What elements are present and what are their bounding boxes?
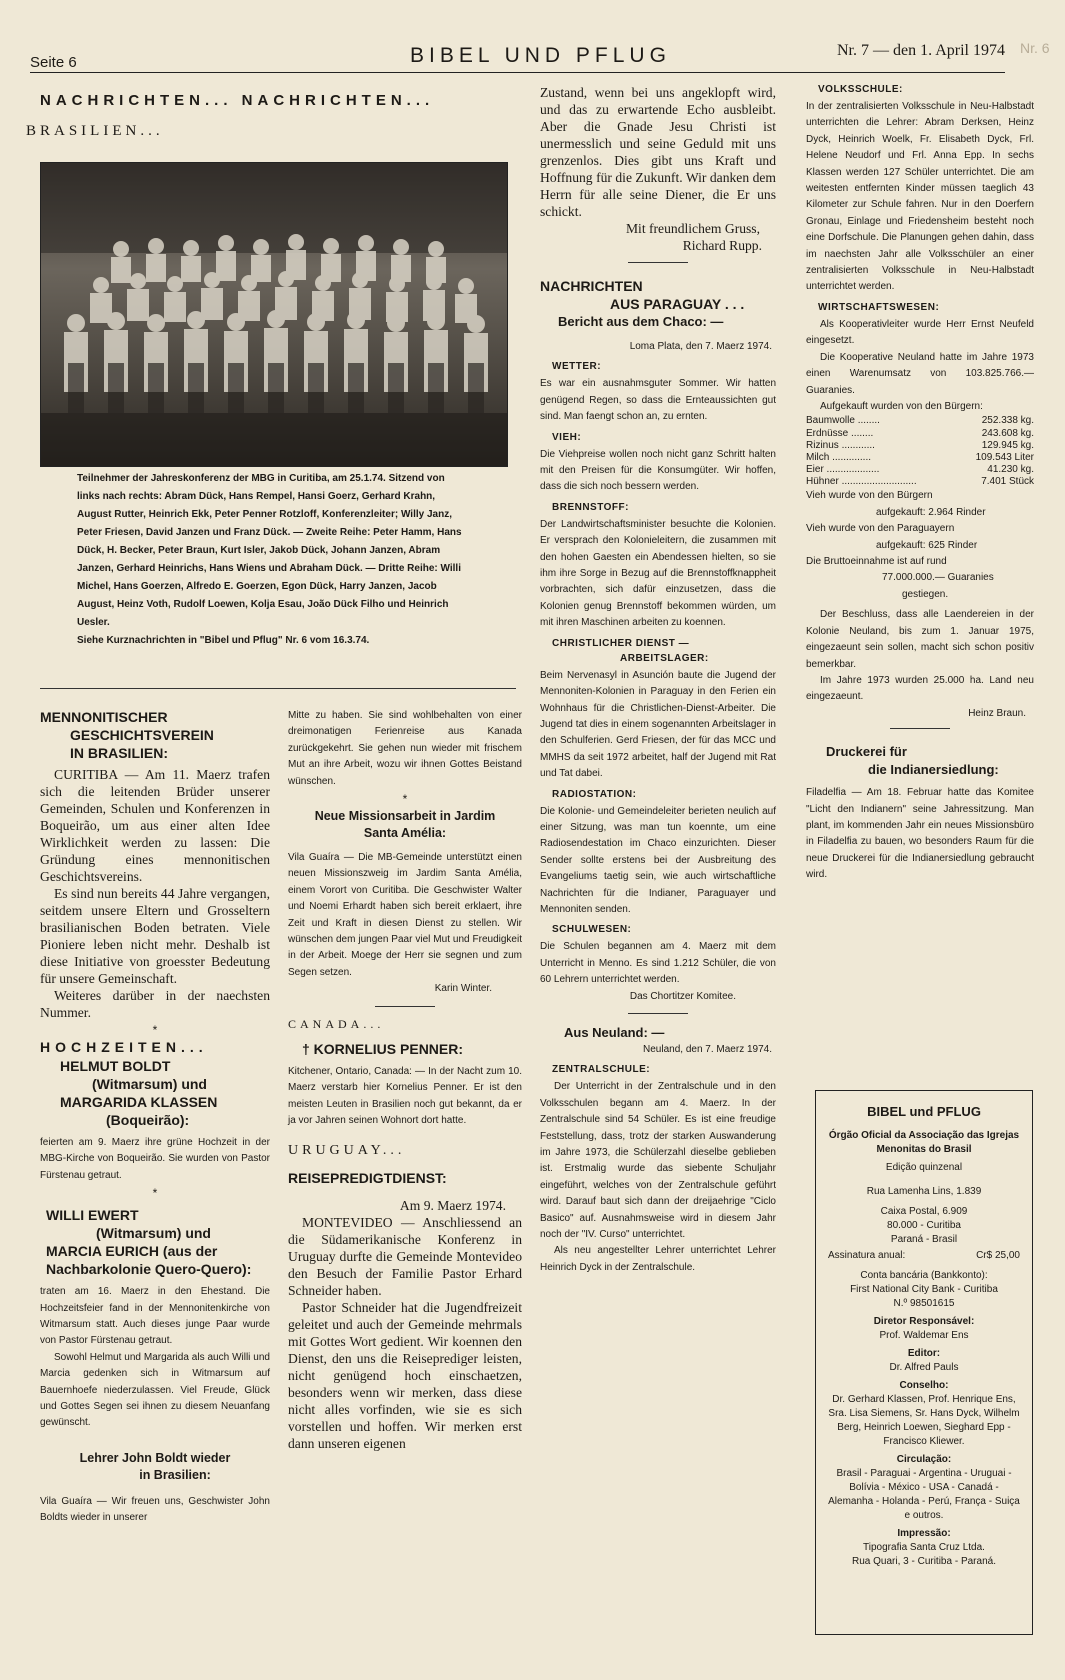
printer-address: Rua Quari, 3 - Curitiba - Paraná. <box>852 1556 996 1567</box>
director-label: Diretor Responsável: <box>873 1316 975 1327</box>
reisepredigt-article <box>288 1197 522 1452</box>
director-name: Prof. Waldemar Ens <box>879 1330 969 1341</box>
purchase-item: Milch .............. <box>806 451 872 463</box>
text-volksschule: In der zentralisierten Volksschule in Neu-Halbstadt unterrichten die Lehrer: Abram Derksen, Heinz Dyck, Heinrich Woelk, Fr. Elisabeth Dyck, Frl. Helene Neudorf und Frl. Anna Epp. In sechs Klassen werden 127 Schüler unterrichtet. Die am weitesten entfernten Kinder müssen taeglich 43 Kilometer zur Schule fahren. Nur in den Doerfern Gronau, Einlage und Friedensheim besteht noch eine Dorfschule. Die Planungen gehen dahin, dass im naechsten Jahr alle Volksschüler an einer zentralisierten Volksschule in Neu-Halbstadt unterrichtet werden. <box>806 101 1034 293</box>
imprint-address: Caixa Postal, 6.909 <box>880 1206 968 1217</box>
mission-title-line: Neue Missionsarbeit in Jardim <box>314 809 496 824</box>
john-boldt-title-line: Lehrer John Boldt wieder <box>79 1450 231 1465</box>
wedding-2-title-line: WILLI EWERT <box>46 1207 139 1224</box>
purchase-row <box>806 415 1034 427</box>
purchase-item: Hühner ........................... <box>806 476 917 488</box>
printer-name: Tipografia Santa Cruz Ltda. <box>863 1542 985 1553</box>
paraguay-title-line: NACHRICHTEN <box>540 278 643 294</box>
short-divider <box>890 728 950 729</box>
purchase-amount: 109.543 Liter <box>975 451 1034 463</box>
text-arbeitslager: Beim Nervenasyl in Asunción baute die Jugend der Mennoniten-Kolonien in Paraguay in den Ferien ein Wohnhaus für die Christlichen-Dienst-Arbeiter. Die Jugend tat dies in einem sogenannten Arbeitslager in den Schulferien. Gerd Friesen, der für das MCC und MMHS da seit 1972 arbeitet, half der Jugend mit Rat und Tat dabei. <box>540 669 776 780</box>
gv-paragraph: Es sind nun bereits 44 Jahre vergangen, seitdem unsere Eltern und Grosseltern brasilianischen Boden betraten. Viele Pioniere leben nicht mehr. Deshalb ist diese Initiative von groesster Bedeutung für unsere Gemeinschaft. <box>40 886 270 986</box>
text-wetter: Es war ein ausnahmsguter Sommer. Wir hatten genügend Regen, so dass die Ernteaussichten gut sind. Man faengt schon an, zu ernten. <box>540 378 776 423</box>
john-boldt-text: Vila Guaíra — Wir freuen uns, Geschwister John Boldts wieder in unserer <box>40 1495 270 1524</box>
paraguay-title <box>540 277 776 331</box>
hochzeiten-kicker: HOCHZEITEN... <box>40 1039 208 1055</box>
vieh-line: gestiegen. <box>902 588 949 600</box>
vieh-purchase-text <box>806 488 1034 603</box>
john-boldt-continued: Mitte zu haben. Sie sind wohlbehalten von einer dreimonatigen Ferienreise aus Kanada zurückgekehrt. Sie gehen nun wieder mit frischem Mut an ihre Arbeit, wozu wir ihnen Gottes Beistand wünschen. <box>288 710 522 787</box>
penner-obituary-title: † KORNELIUS PENNER: <box>302 1040 464 1057</box>
zaun-paragraph: Im Jahre 1973 wurden 25.000 ha. Land neu eingezaeunt. <box>806 674 1034 703</box>
wedding-2-text <box>40 1284 270 1432</box>
purchase-amount: 243.608 kg. <box>981 427 1034 439</box>
paraguay-title-line: Bericht aus dem Chaco: — <box>558 314 724 329</box>
zaun-paragraph: Der Beschluss, dass alle Laendereien in der Kolonie Neuland, bis zum 1. Januar 1975, eingezaeunt sein sollen, macht sich schon positiv bemerkbar. <box>806 609 1034 670</box>
subhead-vieh: VIEH: <box>552 431 582 443</box>
issue-date: Nr. 7 — den 1. April 1974 <box>837 42 1005 59</box>
purchase-row <box>806 464 1034 476</box>
subhead-schulwesen: SCHULWESEN: <box>552 924 632 936</box>
country-heading-brasilien: BRASILIEN... <box>26 123 164 139</box>
text-radiostation: Die Kolonie- und Gemeindeleiter berieten neulich auf einer Sitzung, was man tun koennte, um eine Radiosendestation im Chaco einzurichten. Dieser Sender sollte erstens bei der Ausbreitung des Evangeliums taetig sein, wie auch wirtschaftliche Nachrichten für die Indianer, Paraguayer und Mennoniten senden. <box>540 805 776 915</box>
purchase-row <box>806 428 1034 440</box>
column-4 <box>806 84 1034 884</box>
group-photo-image <box>41 163 507 466</box>
vieh-line: Vieh wurde von den Paraguayern <box>806 523 955 535</box>
wedding-1-title-line: HELMUT BOLDT <box>60 1058 171 1074</box>
chortitzer-signature: Das Chortitzer Komitee. <box>629 990 736 1002</box>
wedding-2-title-line: Nachbarkolonie Quero-Quero): <box>46 1261 252 1278</box>
paraguay-title-line: AUS PARAGUAY . . . <box>610 296 745 312</box>
gv-title-line: GESCHICHTSVEREIN <box>70 727 214 743</box>
purchase-item: Erdnüsse ........ <box>806 427 874 439</box>
mission-signature: Karin Winter. <box>434 983 492 995</box>
imprint-address: Rua Lamenha Lins, 1.839 <box>866 1186 982 1197</box>
editor-name: Dr. Alfred Pauls <box>889 1362 959 1373</box>
column-1 <box>40 708 270 1527</box>
zentralschule-paragraph: Der Unterricht in der Zentralschule und in den Volksschulen begann am 4. Maerz. In der Zentralschule sind 54 Schüler. Es ist eine freudige Feststellung, dass, trotz der starken Auswanderung im Jahre 1973, die Schülerzahl dieselbe geblieben ist. Erstmalig wurde das siebente Schuljahr eingeführt, welches von der Zentralschule geführt wird. Darauf baut sich dann der dreijaehrige "Ciclo Basico" auf. Ausnahmsweise wird in diesem Jahr noch der "IV. Curso" unterrichtet. <box>540 1081 776 1241</box>
zaun-text <box>806 607 1034 705</box>
reisepredigt-title: REISEPREDIGTDIENST: <box>288 1170 447 1187</box>
druckerei-title <box>806 743 1034 779</box>
reisepredigt-date: Am 9. Maerz 1974. <box>399 1198 506 1214</box>
vieh-line: Vieh wurde von den Bürgern <box>806 490 933 502</box>
caption-text: Teilnehmer der Jahreskonferenz der MBG in Curitiba, am 25.1.74. Sitzend von links nach rechts: Abram Dück, Hans Rempel, Hansi Goerz, Gerhard Krahn, August Rutter, Heinrich Ekk, Peter Penner Rotzloff, Konferenzleiter; Willy Janz, Peter Friesen, David Janzen und Franz Dück. — Zweite Reihe: Peter Hamm, Hans Dück, H. Becker, Peter Braun, Kurt Isler, Jakob Dück, Johann Janzen, Abram Janzen, Gerhard Heinrichs, Hans Wiens und Abraham Dück. — Dritte Reihe: Willi Michel, Hans Goerzen, Alfredo E. Goerzen, Egon Dück, Harry Janzen, Jacob August, Heinz Voth, Rudolf Loewen, Kolja Esau, João Dück Filho und Heinrich Uesler. <box>77 473 462 628</box>
separator-star: * <box>152 1023 158 1037</box>
short-divider <box>375 1006 435 1007</box>
purchase-amount: 41.230 kg. <box>987 464 1034 476</box>
wedding-1-title-line: MARGARIDA KLASSEN <box>60 1094 218 1110</box>
subscription-price: Cr$ 25,00 <box>976 1250 1020 1261</box>
john-boldt-title-line: in Brasilien: <box>139 1467 211 1482</box>
wedding-2-paragraph: traten am 16. Maerz in den Ehestand. Die Hochzeitsfeier fand in der Mennonitenkirche von Witmarsum statt. Auch dieses junge Paar wurde von Pastor Fürstenau getraut. <box>40 1286 270 1347</box>
subhead-brennstoff: BRENNSTOFF: <box>552 501 629 513</box>
rupp-signature: Richard Rupp. <box>682 238 762 253</box>
short-divider <box>628 262 688 263</box>
imprint-org: Órgão Oficial da Associação das Igrejas Menonitas do Brasil <box>828 1130 1020 1155</box>
text-schulwesen: Die Schulen begannen am 4. Maerz mit dem Unterricht in Menno. Es sind 1.212 Schüler, die von 60 Lehrern unterrichtet werden. <box>540 941 776 986</box>
gv-paragraph: Weiteres darüber in der naechsten Nummer. <box>40 988 270 1020</box>
section-kicker: NACHRICHTEN... NACHRICHTEN... <box>40 92 435 109</box>
wedding-2-title-line: MARCIA EURICH (aus der <box>46 1243 218 1260</box>
imprint-subscription <box>816 1249 1032 1263</box>
imprint-box <box>815 1090 1033 1635</box>
neuland-title: Aus Neuland: — <box>564 1025 665 1040</box>
column-3 <box>540 84 776 1276</box>
purchase-item: Rizinus ............ <box>806 439 875 451</box>
vieh-line: aufgekauft: 2.964 Rinder <box>876 506 986 518</box>
text-brennstoff: Der Landwirtschaftsminister besuchte die Kolonien. Er versprach den Kolonieleitern, die zusammen mit den hohen Gaesten ein Abendessen hielten, so sie ihm ihre Sorge in Bezug auf die Brennstoffknappheit vorbrachten, sich dafür einzusetzen, dass die Kolonien genug Brennstoff bekommen würden, um mit ihren Maschinen arbeiten zu koennen. <box>540 518 776 629</box>
wirtschaft-paragraph: Als Kooperativleiter wurde Herr Ernst Neufeld eingesetzt. <box>806 318 1034 347</box>
circulation-countries: Brasil - Paraguai - Argentina - Uruguai - Bolívia - México - USA - Canadá - Alemanha - Holanda - Perú, França - Suiça e outros. <box>828 1468 1020 1521</box>
country-heading-canada: CANADA... <box>288 1016 385 1031</box>
subscription-label: Assinatura anual: <box>828 1250 906 1261</box>
purchase-amount: 129.945 kg. <box>981 439 1034 451</box>
gv-title-line: IN BRASILIEN: <box>70 745 168 761</box>
rupp-letter-end: Zustand, wenn bei uns angeklopft wird, und das zu erwartende Echo ausbleibt. Aber die Gnade Jesu Christi ist unermesslich und seine Geduld mit uns grenzenlos. Dies gibt uns Kraft und Hoffnung für die Zukunft. Wir danken dem Herrn für alle seine Diener, die Er uns schickt. <box>540 85 776 219</box>
text-zentralschule <box>540 1079 776 1276</box>
druckerei-title-line: Druckerei für <box>826 744 907 760</box>
mission-text: Vila Guaíra — Die MB-Gemeinde unterstützt einen neuen Missionszweig im Jardim Santa Amélia, einem Vorort von Curitiba. Die Geschwister Walter und Noemi Erhardt haben sich bereit erklaert, ihre Zeit und Kraft in diesen Dienst zu stellen. Wir wünschen dem jungen Paar viel Mut und Freudigkeit in der Arbeit. Moege der Herr sie segnen und zum Segen setzen. <box>288 852 522 978</box>
wedding-1-text: feierten am 9. Maerz ihre grüne Hochzeit in der MBG-Kirche von Boqueirão. Sie wurden von Pastor Fürstenau getraut. <box>40 1137 270 1181</box>
subhead-christlicher-dienst: CHRISTLICHER DIENST — <box>552 637 690 649</box>
imprint-bank: First National City Bank - Curitiba <box>850 1284 998 1295</box>
rupp-greeting: Mit freundlichem Gruss, <box>625 221 760 236</box>
wedding-2-title <box>40 1206 270 1278</box>
purchase-amount: 7.401 Stück <box>981 476 1034 488</box>
text-vieh: Die Viehpreise wollen noch nicht ganz Schritt halten mit den Preisen für die Konsumgüter. Wir hoffen, dass die sich noch bessern werden. <box>540 448 776 493</box>
subhead-radiostation: RADIOSTATION: <box>552 788 637 800</box>
printer-label: Impressão: <box>897 1528 951 1539</box>
john-boldt-title <box>40 1450 270 1484</box>
mission-title <box>288 808 522 842</box>
column-2 <box>288 708 522 1452</box>
braun-signature: Heinz Braun. <box>968 707 1026 719</box>
subhead-arbeitslager: ARBEITSLAGER: <box>620 652 709 664</box>
purchase-amount: 252.338 kg. <box>981 415 1034 427</box>
wedding-2-title-line: (Witmarsum) und <box>96 1225 211 1242</box>
loma-plata-date: Loma Plata, den 7. Maerz 1974. <box>629 341 772 352</box>
page-header <box>30 40 1005 73</box>
wedding-1-title-line: (Boqueirão): <box>106 1112 190 1128</box>
wedding-1-title <box>40 1057 270 1129</box>
imprint-address: 80.000 - Curitiba <box>887 1220 961 1231</box>
gv-title-line: MENNONITISCHER <box>40 709 168 725</box>
neuland-date: Neuland, den 7. Maerz 1974. <box>643 1044 772 1055</box>
druckerei-title-line: die Indianersiedlung: <box>868 762 999 778</box>
text-wirtschaftswesen <box>806 317 1034 415</box>
gv-title <box>40 708 270 762</box>
reisepredigt-paragraph: MONTEVIDEO — Anschliessend an die Südamerikanische Konferenz in Uruguay durfte die Gemeinde Montevideo den Besuch der Familie Pastor Erhard Schneider haben. <box>288 1215 522 1299</box>
purchase-row <box>806 452 1034 464</box>
group-photo <box>40 162 508 467</box>
bleed-through-text: Nr. 6 <box>1020 40 1050 56</box>
reisepredigt-paragraph: Pastor Schneider hat die Jugendfreizeit geleitet und auch der Gemeinde mehrmals mit Gottes Wort gedient. Wir koennen den Dienst, den uns die Reiseprediger leisten, nicht genügend hoch einschaetzen, besonders wenn wir merken, dass diese nicht alles vorfinden, wie sie es sich vorstellen und hoffen. Wir merken erst dann unseren eigenen <box>288 1300 522 1452</box>
druckerei-text: Filadelfia — Am 18. Februar hatte das Komitee "Licht den Indianern" seine Jahressitzung. Man plant, im kommenden Jahr ein neues Missionsbüro in Filadelfia zu bauen, wo besonders Raum für die neue Druckerei für die Indianersiedlung gebraucht wird. <box>806 787 1034 881</box>
purchase-item: Baumwolle ........ <box>806 415 880 427</box>
caption-reference: Siehe Kurznachrichten in "Bibel und Pflug" Nr. 6 vom 16.3.74. <box>77 635 370 646</box>
purchase-row <box>806 440 1034 452</box>
masthead-title: BIBEL UND PFLUG <box>410 44 671 67</box>
imprint-bank: N.º 98501615 <box>893 1298 955 1309</box>
subhead-zentralschule: ZENTRALSCHULE: <box>552 1064 651 1076</box>
vieh-line: Die Bruttoeinnahme ist auf rund <box>806 556 947 568</box>
vieh-line: aufgekauft: 625 Rinder <box>876 539 978 551</box>
vieh-line: 77.000.000.— Guaranies <box>882 572 994 584</box>
short-divider <box>628 1013 688 1014</box>
news-kicker-block <box>26 92 510 140</box>
purchase-row <box>806 476 1034 488</box>
imprint-address: Paraná - Brasil <box>890 1234 958 1245</box>
subhead-wirtschaftswesen: WIRTSCHAFTSWESEN: <box>818 301 940 313</box>
gv-paragraph: CURITIBA — Am 11. Maerz trafen sich die leitenden Brüder unserer Gemeinden, Schulen und Konferenzen in Boqueirão, um aus einer alten Idee Wirklichkeit werden zu lassen: Die Gründung eines mennonitischen Geschichtsvereins. <box>40 767 270 884</box>
council-label: Conselho: <box>899 1380 949 1391</box>
country-heading-uruguay: URUGUAY... <box>288 1143 406 1159</box>
penner-obituary-text: Kitchener, Ontario, Canada: — In der Nacht zum 10. Maerz verstarb hier Kornelius Penner. Er ist den meisten Leuten in Brasilien noch gut bekannt, da er ja vor Jahren seinen Wohnort dort hatte. <box>288 1065 522 1126</box>
imprint-title: BIBEL und PFLUG <box>867 1104 981 1119</box>
editor-label: Editor: <box>907 1348 941 1359</box>
wedding-1-title-line: (Witmarsum) und <box>92 1076 207 1092</box>
section-divider <box>40 688 516 689</box>
purchase-item: Eier ................... <box>806 464 880 476</box>
mission-title-line: Santa Amélia: <box>363 826 447 841</box>
wedding-2-paragraph: Sowohl Helmut und Margarida als auch Willi und Marcia gedenken sich in Witmarsum auf Bauernhoefe niederzulassen. Viel Freude, Glück und Gottes Segen sei ihnen zu diesem Neuanfang gewünscht. <box>40 1351 270 1429</box>
wirtschaft-paragraph: Die Kooperative Neuland hatte im Jahre 1973 einen Warenumsatz von 103.825.766.— Guaranies. <box>806 351 1034 396</box>
wirtschaft-paragraph: Aufgekauft wurden von den Bürgern: <box>820 400 983 412</box>
gv-article <box>40 766 270 1021</box>
purchase-table <box>806 415 1034 488</box>
council-names: Dr. Gerhard Klassen, Prof. Henrique Ens, Sra. Lisa Siemens, Sr. Hans Dyck, Wilhelm Berg, Heinrich Loewen, Sieghard Epp - Francisco Kliewer. <box>828 1394 1020 1447</box>
circulation-label: Circulação: <box>896 1454 952 1465</box>
imprint-edition: Edição quinzenal <box>885 1162 963 1173</box>
separator-star: * <box>152 1186 158 1201</box>
subhead-volksschule: VOLKSSCHULE: <box>818 84 903 95</box>
subhead-wetter: WETTER: <box>552 361 602 373</box>
photo-caption <box>77 470 469 650</box>
imprint-bank: Conta bancária (Bankkonto): <box>860 1270 988 1281</box>
page-number: Seite 6 <box>30 54 77 71</box>
separator-star: * <box>402 792 408 807</box>
zentralschule-paragraph: Als neu angestellter Lehrer unterrichtet Lehrer Heinrich Dyck in der Zentralschule. <box>540 1245 776 1273</box>
